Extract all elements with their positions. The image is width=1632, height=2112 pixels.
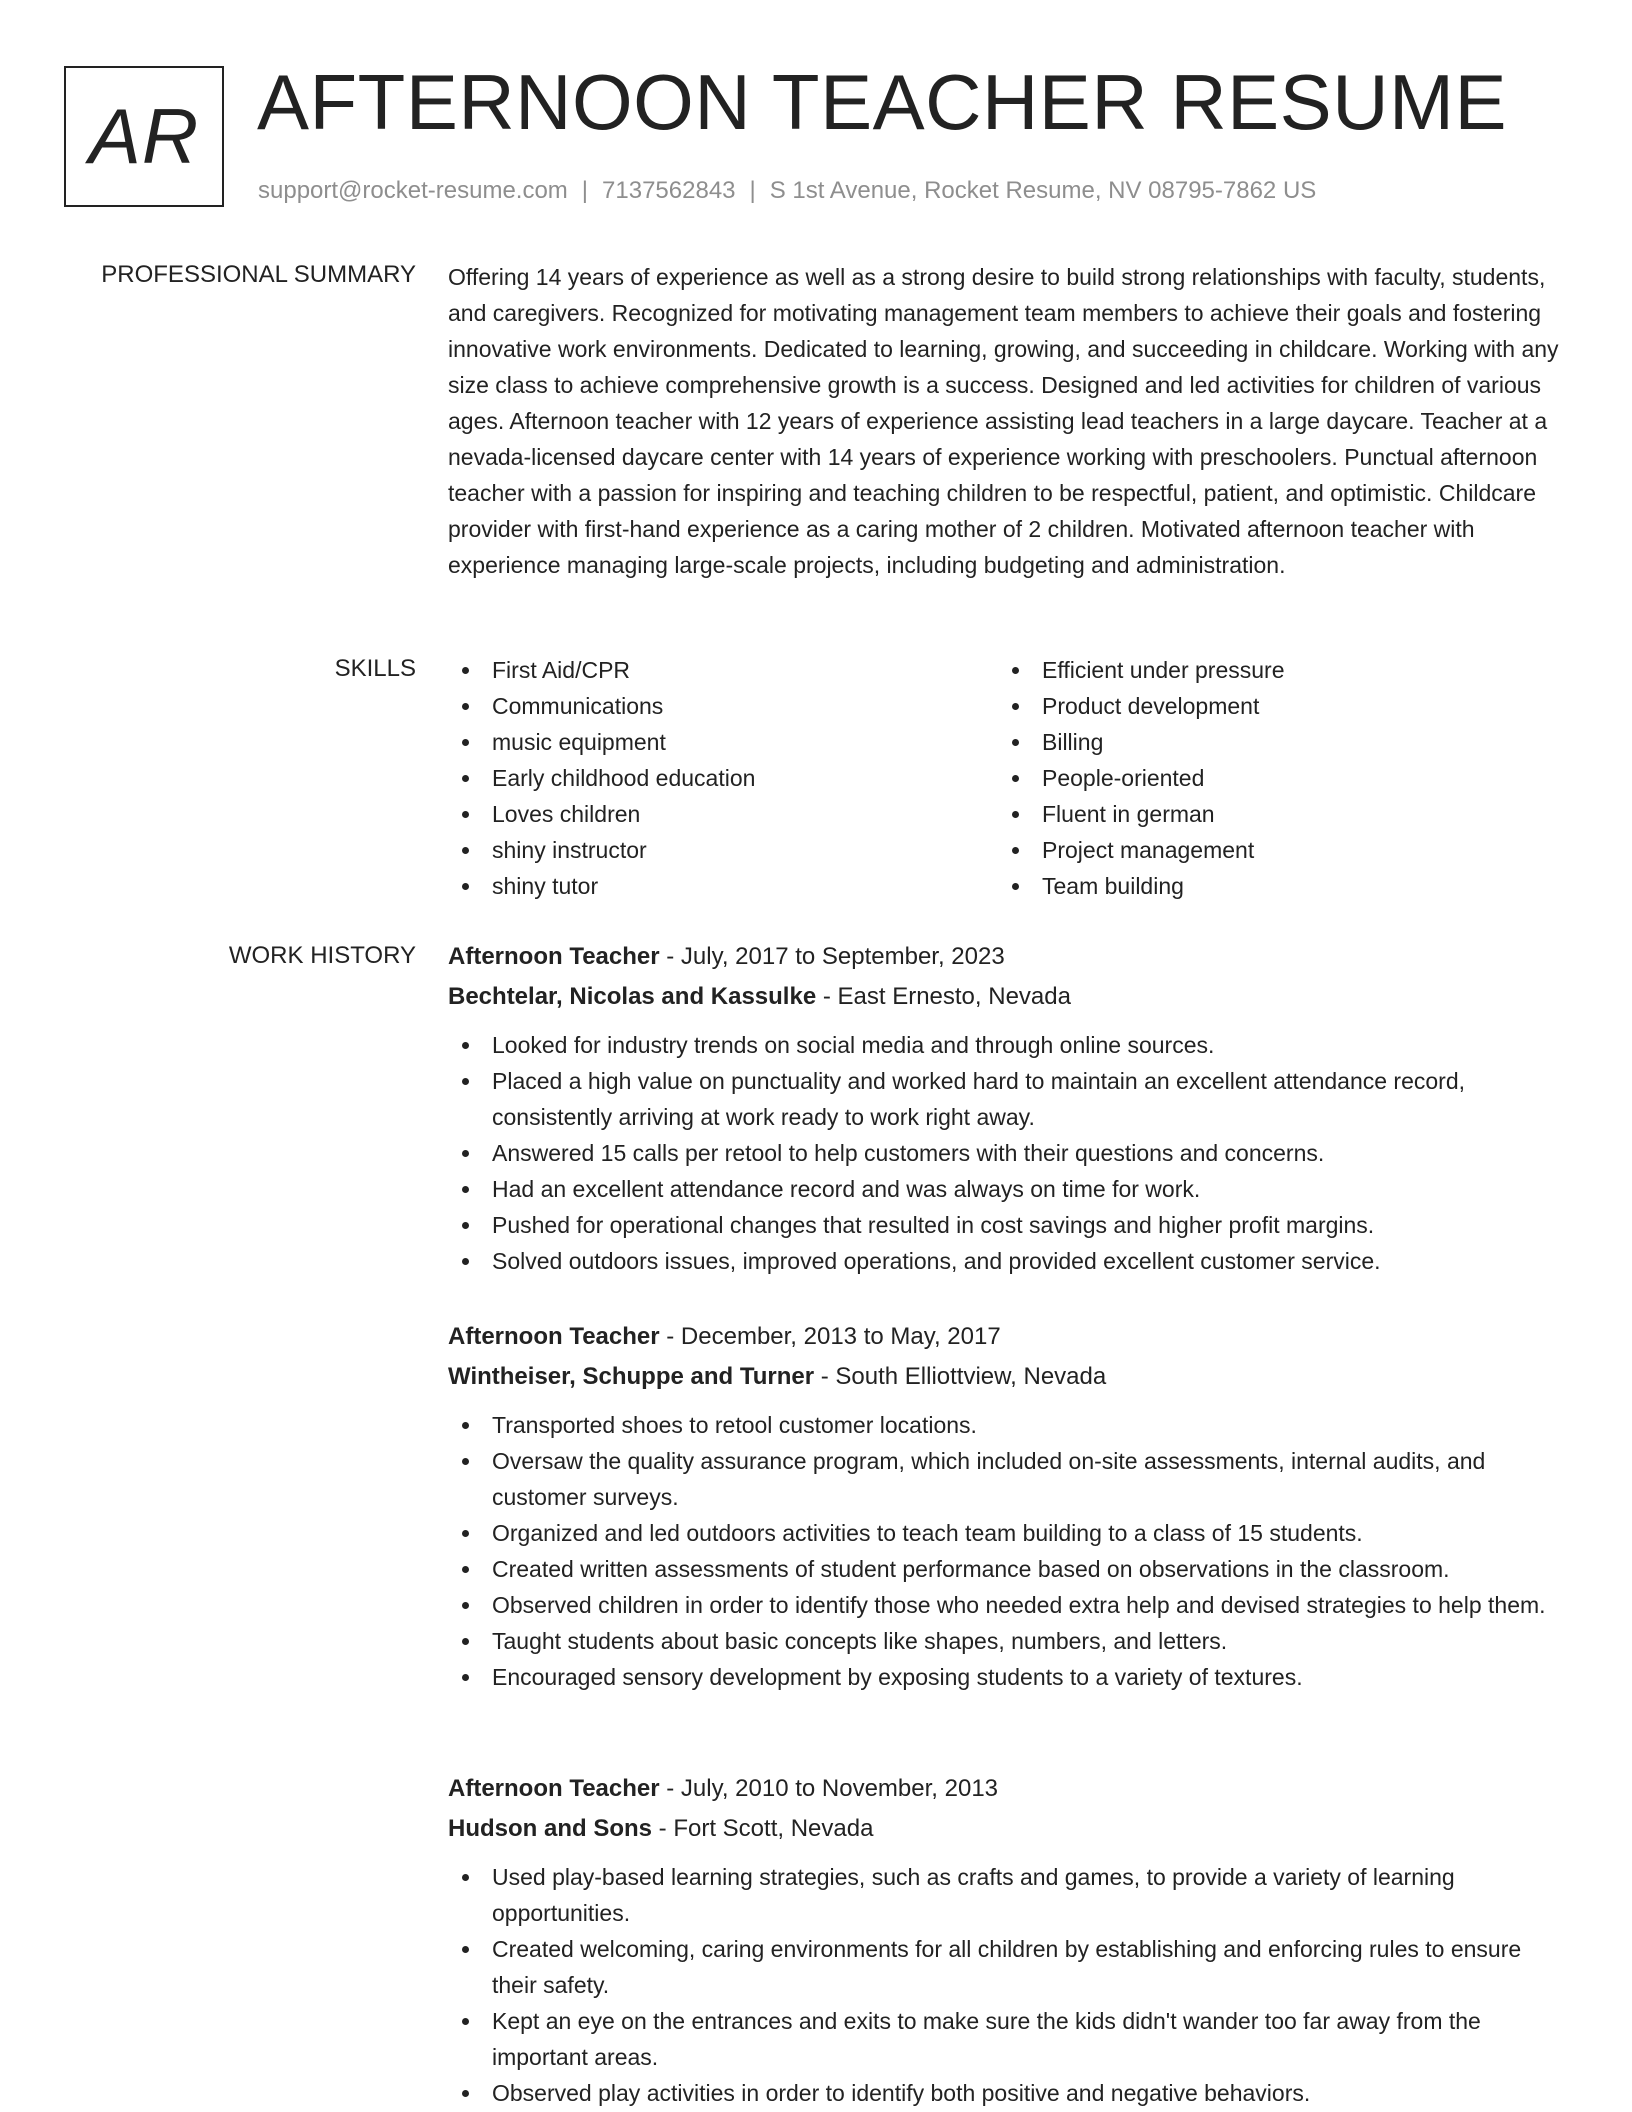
job-company: Hudson and Sons — [448, 1815, 652, 1842]
contact-email[interactable]: support@rocket-resume.com — [258, 177, 568, 204]
job-entry — [448, 1769, 1562, 2111]
skills-columns — [448, 652, 1562, 904]
job-company: Wintheiser, Schuppe and Turner — [448, 1363, 815, 1390]
job-location: - Fort Scott, Nevada — [652, 1815, 874, 1842]
duties-list — [448, 1859, 1562, 2111]
skill-item: Fluent in german — [998, 796, 1548, 832]
contact-line — [258, 176, 1316, 206]
monogram-initials: AR — [88, 92, 200, 180]
skill-item: First Aid/CPR — [448, 652, 998, 688]
job-title: Afternoon Teacher — [448, 1323, 660, 1350]
contact-separator: | — [749, 177, 756, 204]
job-title-line — [448, 1317, 1562, 1357]
job-company: Bechtelar, Nicolas and Kassulke — [448, 983, 817, 1010]
duty-item: Observed children in order to identify those who needed extra help and devised strategies to help them. — [448, 1587, 1562, 1623]
duty-item: Taught students about basic concepts like shapes, numbers, and letters. — [448, 1623, 1562, 1659]
summary-section — [448, 259, 1562, 583]
monogram-box — [64, 66, 224, 207]
duty-item: Solved outdoors issues, improved operations, and provided excellent customer service. — [448, 1243, 1562, 1279]
duties-list — [448, 1407, 1562, 1695]
section-label-work: WORK HISTORY — [228, 942, 416, 969]
job-title-line — [448, 937, 1562, 977]
skill-item: Project management — [998, 832, 1548, 868]
job-title-line — [448, 1769, 1562, 1809]
duty-item: Used play-based learning strategies, such as crafts and games, to provide a variety of learning opportunities. — [448, 1859, 1562, 1931]
job-company-line — [448, 1357, 1562, 1397]
duty-item: Created welcoming, caring environments for all children by establishing and enforcing rules to ensure their safety. — [448, 1931, 1562, 2003]
skill-item: Early childhood education — [448, 760, 998, 796]
skill-item: Efficient under pressure — [998, 652, 1548, 688]
duty-item: Pushed for operational changes that resulted in cost savings and higher profit margins. — [448, 1207, 1562, 1243]
summary-text: Offering 14 years of experience as well as a strong desire to build strong relationships with faculty, students, and caregivers. Recognized for motivating management team members to achieve their goals and fostering innovative work environments. Dedicated to learning, growing, and succeeding in childcare. Working with any size class to achieve comprehensive growth is a success. Designed and led activities for children of various ages. Afternoon teacher with 12 years of experience assisting lead teachers in a large daycare. Teacher at a nevada-licensed daycare center with 14 years of experience working with preschoolers. Punctual afternoon teacher with a passion for inspiring and teaching children to be respectful, patient, and optimistic. Childcare provider with first-hand experience as a caring mother of 2 children. Motivated afternoon teacher with experience managing large-scale projects, including budgeting and administration. — [448, 264, 1559, 578]
contact-separator: | — [581, 177, 589, 204]
contact-phone[interactable]: 7137562843 — [602, 177, 736, 204]
contact-address: S 1st Avenue, Rocket Resume, NV 08795-7862 US — [769, 177, 1317, 204]
skill-item: Product development — [998, 688, 1548, 724]
job-entry — [448, 1317, 1562, 1695]
duty-item: Oversaw the quality assurance program, which included on-site assessments, internal audits, and customer surveys. — [448, 1443, 1562, 1515]
skill-item: Billing — [998, 724, 1548, 760]
duty-item: Looked for industry trends on social media and through online sources. — [448, 1027, 1562, 1063]
job-company-line — [448, 977, 1562, 1017]
skills-list-left — [448, 652, 998, 904]
duty-item: Answered 15 calls per retool to help customers with their questions and concerns. — [448, 1135, 1562, 1171]
job-dates: - December, 2013 to May, 2017 — [659, 1323, 1001, 1350]
duty-item: Organized and led outdoors activities to teach team building to a class of 15 students. — [448, 1515, 1562, 1551]
duty-item: Observed play activities in order to identify both positive and negative behaviors. — [448, 2075, 1562, 2111]
skill-item: music equipment — [448, 724, 998, 760]
skill-item: Loves children — [448, 796, 998, 832]
skills-list-right — [998, 652, 1548, 904]
job-title: Afternoon Teacher — [448, 1775, 660, 1802]
duty-item: Created written assessments of student performance based on observations in the classroom. — [448, 1551, 1562, 1587]
skills-section — [448, 652, 1562, 904]
job-entry — [448, 937, 1562, 1279]
job-location: - South Elliottview, Nevada — [814, 1363, 1107, 1390]
skill-item: People-oriented — [998, 760, 1548, 796]
job-dates: - July, 2017 to September, 2023 — [659, 943, 1005, 970]
job-dates: - July, 2010 to November, 2013 — [659, 1775, 999, 1802]
skill-item: Communications — [448, 688, 998, 724]
section-label-skills: SKILLS — [334, 655, 416, 682]
duty-item: Placed a high value on punctuality and worked hard to maintain an excellent attendance record, consistently arriving at work ready to work right away. — [448, 1063, 1562, 1135]
resume-title: AFTERNOON TEACHER RESUME — [257, 58, 1508, 146]
skill-item: shiny instructor — [448, 832, 998, 868]
duty-item: Kept an eye on the entrances and exits to make sure the kids didn't wander too far away from the important areas. — [448, 2003, 1562, 2075]
duty-item: Had an excellent attendance record and was always on time for work. — [448, 1171, 1562, 1207]
skill-item: Team building — [998, 868, 1548, 904]
job-location: - East Ernesto, Nevada — [816, 983, 1071, 1010]
duty-item: Transported shoes to retool customer locations. — [448, 1407, 1562, 1443]
skill-item: shiny tutor — [448, 868, 998, 904]
job-company-line — [448, 1809, 1562, 1849]
job-title: Afternoon Teacher — [448, 943, 660, 970]
section-label-summary: PROFESSIONAL SUMMARY — [101, 261, 416, 288]
duties-list — [448, 1027, 1562, 1279]
duty-item: Encouraged sensory development by exposing students to a variety of textures. — [448, 1659, 1562, 1695]
